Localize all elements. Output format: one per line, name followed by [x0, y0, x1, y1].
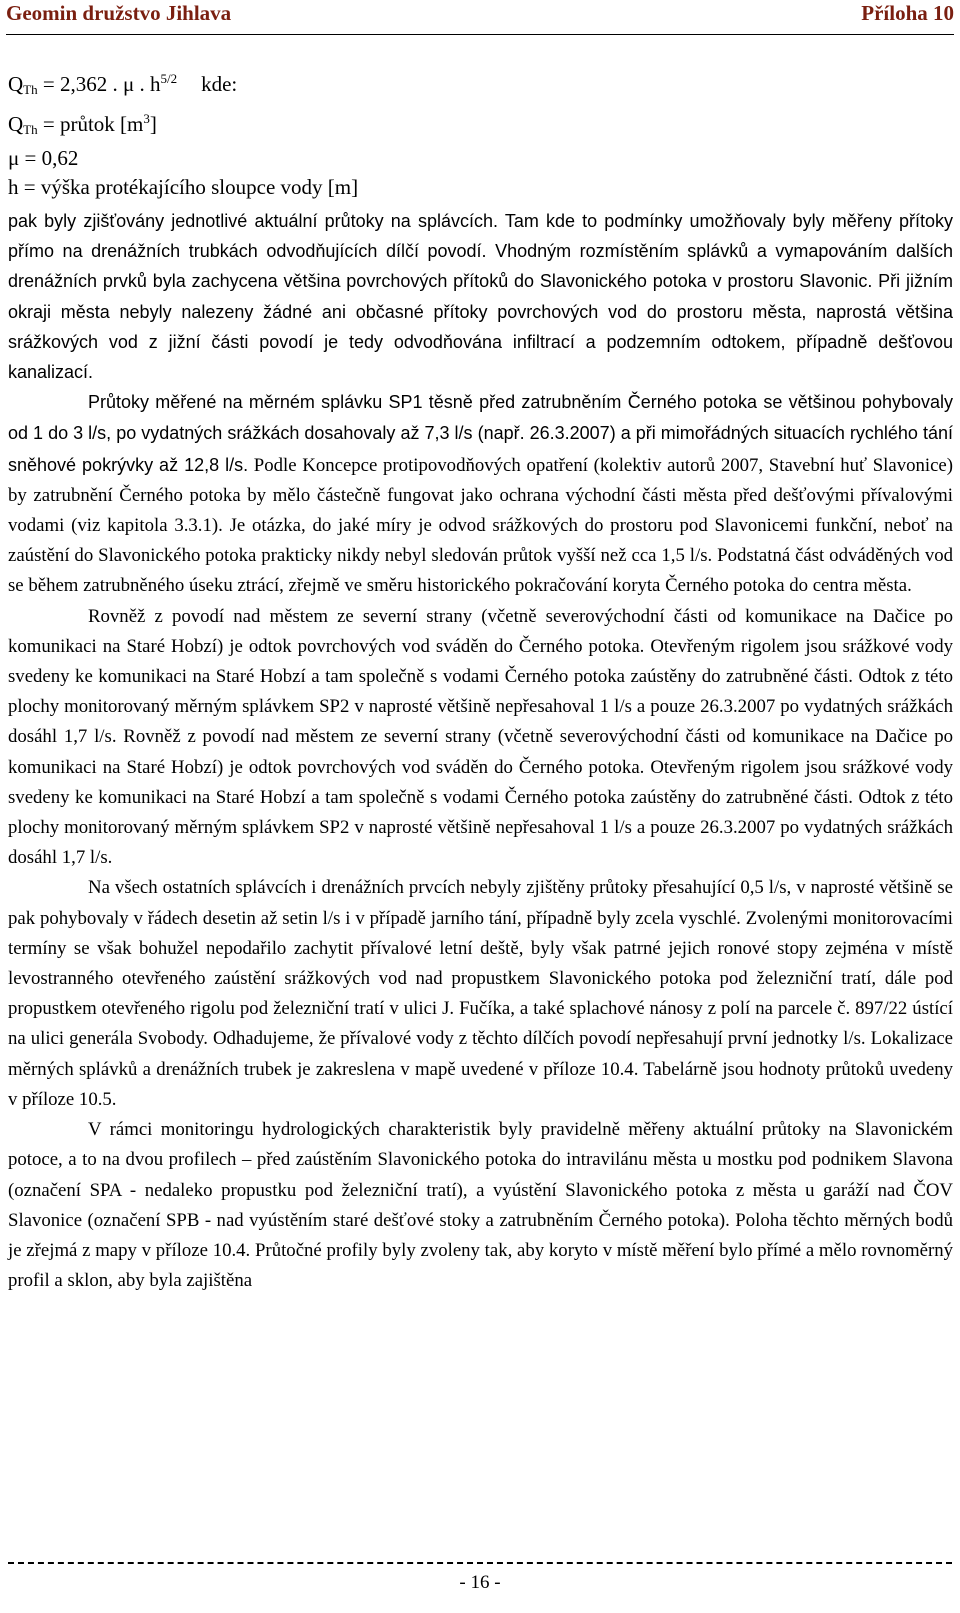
formula-q-sub: Th	[23, 82, 38, 97]
formula-line-4: h = výška protékajícího sloupce vody [m]	[8, 175, 359, 199]
header-appendix: Příloha 10	[861, 1, 954, 25]
formula-def-q-sup: 3	[143, 111, 150, 126]
formula-q2-sub: Th	[23, 122, 38, 137]
paragraph-2	[8, 387, 953, 601]
page-header	[6, 0, 954, 35]
formula-def-q: = průtok [m	[37, 112, 144, 136]
formula-def-q-end: ]	[149, 112, 157, 136]
paragraph-5: V rámci monitoringu hydrologických charakteristik byly pravidelně měřeny aktuální průtoky na Slavonickém potoce, a to na dvou profilech – před zaústěním Slavonického potoka do intravilánu města u mostku pod podnikem Slavona (označení SPA - nedaleko propustku pod železniční tratí), a vyústění Slavonického potoka z města u garáží nad ČOV Slavonice (označení SPB - nad vyústěním staré dešťové stoky a zatrubněním Černého potoka). Poloha těchto měrných bodů je zřejmá z mapy v příloze 10.4. Průtočné profily byly zvoleny tak, aby koryto v místě měření bylo přímé a mělo rovnoměrný profil a sklon, aby byla zajištěna	[8, 1119, 953, 1292]
formula-line-1	[8, 64, 358, 104]
formula-q: Q	[8, 72, 24, 96]
paragraph-2-sans: Průtoky měřené na měrném splávku SP1 těsně před zatrubněním Černého potoka se většinou pohybovaly od 1 do 3 l/s, po vydatných srážkách dosahovaly až 7,3 l/s (např. 26.3.2007) a při mimořádných situacích rychlého tání sněhové pokrývky až 12,8 l/s.	[8, 392, 953, 475]
formula-line-2	[8, 104, 358, 144]
header-org: Geomin družstvo Jihlava	[6, 1, 232, 25]
document-body	[8, 206, 953, 1296]
formula-kde: kde:	[201, 72, 238, 96]
paragraph-2-serif: Podle Koncepce protipovodňových opatření (kolektiv autorů 2007, Stavební huť Slavonice) by zatrubnění Černého potoka by mělo částečně fungovat jako ochrana východní části města před dešťovými přívalovými vodami (viz kapitola 3.3.1). Je otázka, do jaké míry je odvod srážkových do prostoru pod Slavonicemi funkční, neboť na zaústění do Slavonického potoka prakticky nikdy nebyl sledován průtok vyšší než cca 1,5 l/s. Podstatná část odváděných vod se během zatrubněného úseku ztrácí, zřejmě ve směru historického pokračování koryta Černého potoka do centra města.	[8, 454, 954, 597]
footer-dashed-rule	[8, 1562, 952, 1564]
paragraph-3: Rovněž z povodí nad městem ze severní strany (včetně severovýchodní části od komunikace na Dačice po komunikaci na Staré Hobzí) je odtok povrchových vod sváděn do Černého potoka. Otevřeným rigolem jsou srážkové vody svedeny ke komunikaci na Staré Hobzí a tam společně s vodami Černého potoka zaústěny do zatrubněné části. Odtok z této plochy monitorovaný měrným splávkem SP2 v naprosté většině nepřesahoval 1 l/s a pouze 26.3.2007 po vydatných srážkách dosáhl 1,7 l/s. Rovněž z povodí nad městem ze severní strany (včetně severovýchodní části od komunikace na Dačice po komunikaci na Staré Hobzí) je odtok povrchových vod sváděn do Černého potoka. Otevřeným rigolem jsou srážkové vody svedeny ke komunikaci na Staré Hobzí a tam společně s vodami Černého potoka zaústěny do zatrubněné části. Odtok z této plochy monitorovaný měrným splávkem SP2 v naprosté většině nepřesahoval 1 l/s a pouze 26.3.2007 po vydatných srážkách dosáhl 1,7 l/s.	[8, 605, 953, 869]
formula-block	[8, 64, 358, 202]
page-number: - 16 -	[459, 1572, 501, 1593]
page-footer	[8, 1550, 952, 1594]
formula-q2: Q	[8, 112, 24, 136]
formula-line-3: μ = 0,62	[8, 146, 79, 170]
paragraph-1: pak byly zjišťovány jednotlivé aktuální průtoky na splávcích. Tam kde to podmínky umožňovaly byly měřeny přítoky přímo na drenážních trubkách odvodňujících dílčí povodí. Vhodným rozmístěním splávků a vymapováním dalších drenážních prvků byla zachycena většina povrchových přítoků do Slavonického potoka v prostoru Slavonic. Při jižním okraji města nebyly nalezeny žádné ani občasné přítoky povrchových vod do prostoru města, naprostá většina srážkových vod z jižní části povodí je tedy odvodňována infiltrací a podzemním odtokem, případně dešťovou kanalizací.	[8, 211, 953, 383]
formula-expression: = 2,362 . μ . h	[37, 72, 161, 96]
formula-exponent: 5/2	[160, 71, 178, 86]
paragraph-4: Na všech ostatních splávcích i drenážních prvcích nebyly zjištěny průtoky přesahující 0,5 l/s, v naprosté většině se pak pohybovaly v řádech desetin až setin l/s i v případě jarního tání, případně byly zcela vyschlé. Zvolenými monitorovacími termíny se však bohužel nepodařilo zachytit přívalové letní deště, byly však patrné jejich ronové stopy zejména v místě levostranného otevřeného zaústění srážkových vod nad propustkem Slavonického potoka pod železniční tratí, dále pod propustkem otevřeného rigolu pod železniční tratí v ulici J. Fučíka, a také splachové nánosy z polí na parcele č. 897/22 ústící na ulici generála Svobody. Odhadujeme, že přívalové vody z těchto dílčích povodí nepřesahují první jednotky l/s. Lokalizace měrných splávků a drenážních trubek je zakreslena v mapě uvedené v příloze 10.4. Tabelárně jsou hodnoty průtoků uvedeny v příloze 10.5.	[8, 877, 953, 1110]
